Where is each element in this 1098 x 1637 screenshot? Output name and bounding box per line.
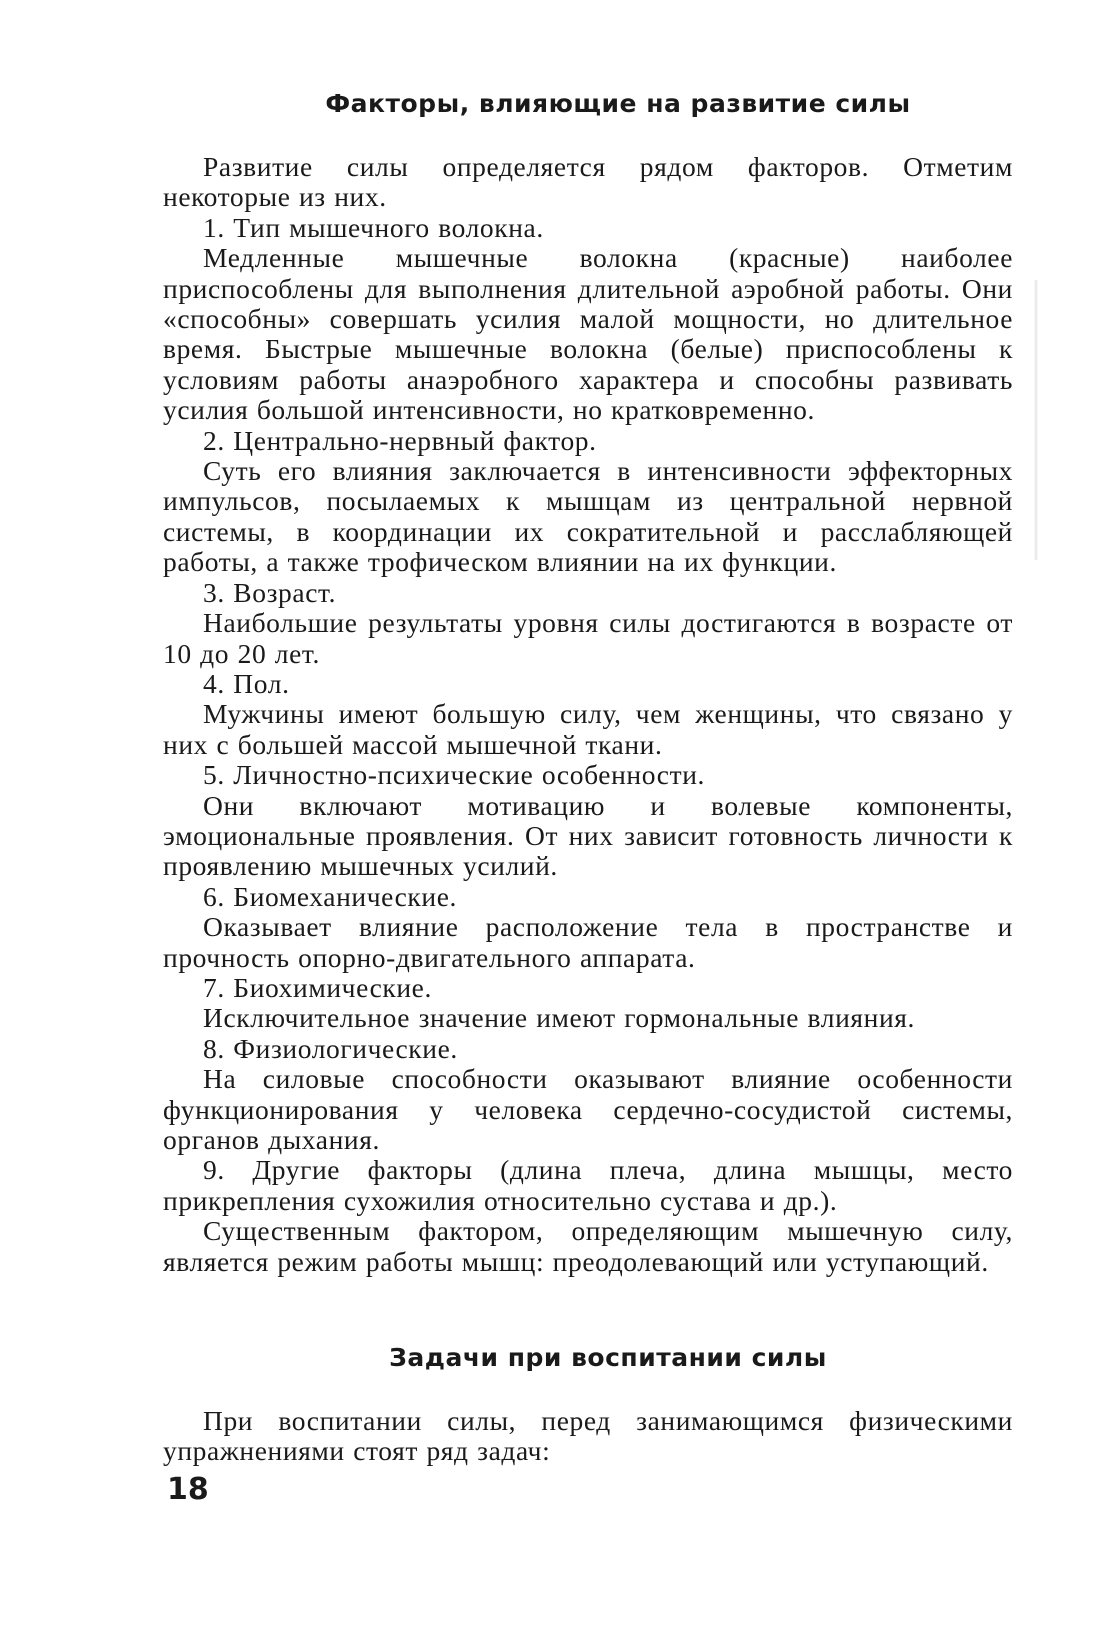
section-heading-strength-factors: Факторы, влияющие на развитие силы: [325, 89, 911, 118]
list-item-heading: 2. Центрально-нервный фактор.: [203, 424, 597, 456]
paragraph: Существенным фактором, определяющим мышечную силу, является режим работы мышц: преодолевающий или уступающий.: [163, 1215, 1013, 1277]
paragraph: Суть его влияния заключается в интенсивности эффекторных импульсов, посылаемых к мышцам из центральной нервной системы, в координации их сократительной и расслабляющей работы, а также трофическом влиянии на их функции.: [163, 455, 1013, 578]
paragraph: Медленные мышечные волокна (красные) наиболее приспособлены для выполнения длительной аэробной работы. Они «способны» совершать усилия малой мощности, но длительное время. Быстрые мышечные волокна (белые) приспособлены к условиям работы анаэробного характера и способны развивать усилия большой интенсивности, но кратковременно.: [163, 242, 1013, 426]
list-item-heading: 8. Физиологические.: [203, 1032, 458, 1064]
page-number: 18: [167, 1472, 209, 1507]
page-edge-shadow: [1034, 280, 1038, 560]
list-item-heading: 7. Биохимические.: [203, 971, 432, 1003]
paragraph: Развитие силы определяется рядом факторов. Отметим некоторые из них.: [163, 151, 1013, 213]
paragraph: Они включают мотивацию и волевые компоненты, эмоциональные проявления. От них зависит готовность личности к проявлению мышечных усилий.: [163, 789, 1013, 882]
list-item-heading: 6. Биомеханические.: [203, 880, 457, 912]
list-item-heading: 5. Личностно-психические особенности.: [203, 759, 705, 791]
paragraph: Оказывает влияние расположение тела в пространстве и прочность опорно-двигательного аппарата.: [163, 911, 1013, 973]
paragraph: Мужчины имеют большую силу, чем женщины, что связано у них с большей массой мышечной ткани.: [163, 698, 1013, 760]
section-heading-strength-tasks: Задачи при воспитании силы: [389, 1343, 827, 1373]
list-item-heading: 1. Тип мышечного волокна.: [203, 211, 544, 243]
paragraph: Исключительное значение имеют гормональные влияния.: [203, 1002, 916, 1034]
section-strength-tasks: [163, 1406, 1013, 1467]
list-item-heading: 3. Возраст.: [203, 576, 337, 608]
section-strength-factors: [163, 152, 1013, 1277]
list-item-heading: 9. Другие факторы (длина плеча, длина мышцы, место прикрепления сухожилия относительно сустава и др.).: [163, 1154, 1013, 1216]
paragraph: Наибольшие результаты уровня силы достигаются в возрасте от 10 до 20 лет.: [163, 607, 1013, 669]
page-body: [163, 86, 1013, 1467]
list-item-heading: 4. Пол.: [203, 667, 290, 699]
paragraph: При воспитании силы, перед занимающимся физическими упражнениями стоят ряд задач:: [163, 1405, 1013, 1467]
paragraph: На силовые способности оказывают влияние особенности функционирования у человека сердечно-сосудистой системы, органов дыхания.: [163, 1063, 1013, 1155]
